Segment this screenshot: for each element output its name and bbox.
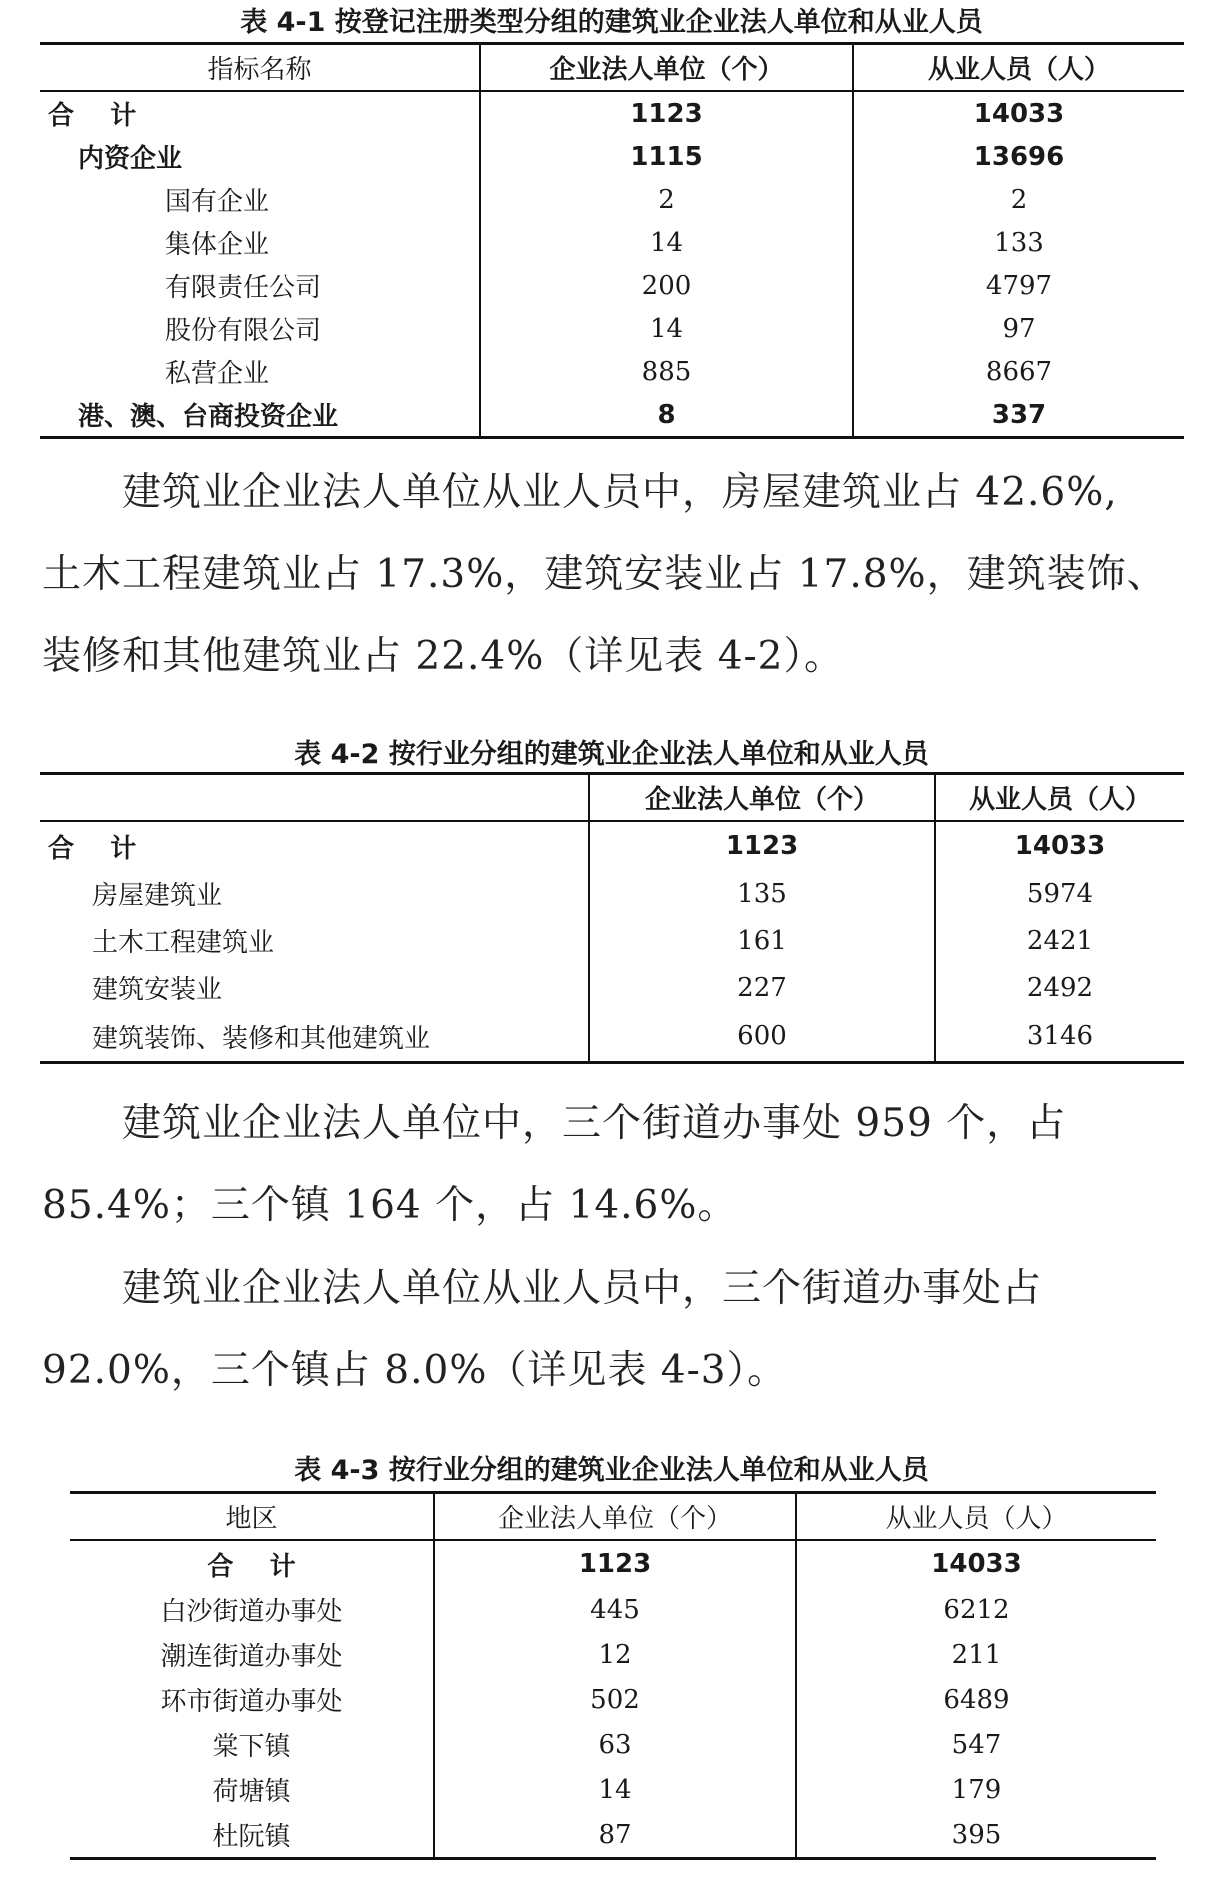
- table-row: [40, 350, 1184, 393]
- row-name: 港、澳、台商投资企业: [40, 393, 480, 438]
- table-row: [40, 221, 1184, 264]
- row-staff: 6489: [943, 1684, 1010, 1715]
- row-staff: 337: [991, 399, 1047, 430]
- paragraph-1-line-3: 装修和其他建筑业占 22.4%（详见表 4-2）。: [42, 634, 844, 679]
- row-name: 有限责任公司: [40, 264, 480, 307]
- row-staff: 13696: [973, 141, 1065, 172]
- row-name: 杜阮镇: [70, 1812, 434, 1859]
- row-units: 87: [434, 1812, 796, 1859]
- table-row: [70, 1540, 1156, 1587]
- row-units: 14: [480, 307, 853, 350]
- row-staff: 97: [1002, 313, 1036, 344]
- table-row: [40, 870, 1184, 917]
- row-name: 土木工程建筑业: [40, 917, 589, 964]
- row-staff: 3146: [1026, 1021, 1094, 1051]
- row-units: 227: [589, 964, 935, 1011]
- row-units: 12: [434, 1632, 796, 1677]
- row-staff: 211: [951, 1639, 1002, 1670]
- row-name: 合 计: [70, 1540, 434, 1587]
- table2: [40, 772, 1184, 1064]
- table2-header-row: [40, 774, 1184, 822]
- row-name: 集体企业: [40, 221, 480, 264]
- table3-header-row: [70, 1493, 1156, 1541]
- paragraph-2-line-2: 85.4%；三个镇 164 个，占 14.6%。: [42, 1183, 738, 1228]
- row-name: 股份有限公司: [40, 307, 480, 350]
- row-name: 国有企业: [40, 178, 480, 221]
- row-name: 荷塘镇: [70, 1767, 434, 1812]
- row-name: 建筑安装业: [40, 964, 589, 1011]
- paragraph-3-line-1: 建筑业企业法人单位从业人员中，三个街道办事处占: [42, 1266, 1043, 1311]
- table1-header-name: 指标名称: [40, 44, 480, 92]
- table1: [40, 42, 1184, 439]
- row-units: 445: [434, 1587, 796, 1632]
- row-units: 600: [589, 1011, 935, 1063]
- row-units: 14: [434, 1767, 796, 1812]
- row-name: 私营企业: [40, 350, 480, 393]
- table3-header-staff: 从业人员（人）: [885, 1504, 1068, 1534]
- row-name: 白沙街道办事处: [70, 1587, 434, 1632]
- table-row: [70, 1722, 1156, 1767]
- table-row: [70, 1587, 1156, 1632]
- row-name: 房屋建筑业: [40, 870, 589, 917]
- table-row: [40, 393, 1184, 438]
- row-units: 1123: [434, 1540, 796, 1587]
- row-name: 潮连街道办事处: [70, 1632, 434, 1677]
- table-row: [40, 964, 1184, 1011]
- row-units: 135: [589, 870, 935, 917]
- table2-caption: 表 4-2 按行业分组的建筑业企业法人单位和从业人员: [294, 739, 929, 770]
- table-row: [40, 917, 1184, 964]
- table-row: [40, 264, 1184, 307]
- paragraph-3: [42, 1248, 1192, 1412]
- row-staff: 179: [951, 1774, 1002, 1805]
- table-row: [40, 821, 1184, 870]
- row-staff: 14033: [1014, 831, 1106, 861]
- row-name: 棠下镇: [70, 1722, 434, 1767]
- table1-header-row: [40, 44, 1184, 92]
- row-units: 2: [480, 178, 853, 221]
- table1-header-staff: 从业人员（人）: [927, 55, 1110, 85]
- row-staff: 133: [994, 227, 1044, 258]
- row-staff: 395: [951, 1819, 1002, 1850]
- row-staff: 14033: [931, 1549, 1022, 1579]
- table-row: [40, 1011, 1184, 1063]
- row-staff: 6212: [943, 1594, 1010, 1625]
- table2-header-units: 企业法人单位（个）: [589, 774, 935, 822]
- row-name: 环市街道办事处: [70, 1677, 434, 1722]
- table-row: [40, 178, 1184, 221]
- row-name: 内资企业: [40, 135, 480, 178]
- table2-header-name: [40, 774, 589, 822]
- paragraph-2: [42, 1083, 1192, 1247]
- row-staff: 4797: [985, 270, 1053, 301]
- table2-header-staff: 从业人员（人）: [968, 785, 1151, 815]
- row-staff: 5974: [1026, 878, 1094, 909]
- table3-header-units: 企业法人单位（个）: [434, 1493, 796, 1541]
- row-name: 合 计: [40, 91, 480, 135]
- row-name: 合 计: [40, 821, 589, 870]
- table3: [70, 1491, 1156, 1860]
- table-row: [40, 307, 1184, 350]
- row-staff: 547: [951, 1729, 1002, 1760]
- row-units: 502: [434, 1677, 796, 1722]
- table-row: [70, 1812, 1156, 1859]
- paragraph-2-line-1: 建筑业企业法人单位中，三个街道办事处 959 个，占: [42, 1101, 1067, 1146]
- paragraph-1: [42, 452, 1192, 698]
- paragraph-1-line-1: 建筑业企业法人单位从业人员中，房屋建筑业占 42.6%,: [42, 470, 1118, 515]
- row-units: 63: [434, 1722, 796, 1767]
- row-staff: 8667: [985, 356, 1053, 387]
- table3-header-name: 地区: [70, 1493, 434, 1541]
- table-row: [40, 91, 1184, 135]
- row-units: 1115: [480, 135, 853, 178]
- row-staff: 2421: [1026, 925, 1094, 956]
- row-units: 14: [480, 221, 853, 264]
- paragraph-1-line-2: 土木工程建筑业占 17.3%，建筑安装业占 17.8%，建筑装饰、: [42, 552, 1167, 597]
- paragraph-3-line-2: 92.0%，三个镇占 8.0%（详见表 4-3）。: [42, 1348, 788, 1393]
- row-units: 1123: [589, 821, 935, 870]
- row-units: 161: [589, 917, 935, 964]
- row-units: 8: [480, 393, 853, 438]
- table3-caption: 表 4-3 按行业分组的建筑业企业法人单位和从业人员: [294, 1455, 929, 1486]
- table1-caption: 表 4-1 按登记注册类型分组的建筑业企业法人单位和从业人员: [240, 7, 983, 38]
- row-staff: 2: [1010, 184, 1028, 215]
- row-units: 200: [480, 264, 853, 307]
- table-row: [70, 1632, 1156, 1677]
- table-row: [70, 1677, 1156, 1722]
- table-row: [70, 1767, 1156, 1812]
- row-name: 建筑装饰、装修和其他建筑业: [40, 1011, 589, 1063]
- row-units: 1123: [480, 91, 853, 135]
- row-staff: 2492: [1026, 972, 1094, 1003]
- row-staff: 14033: [973, 98, 1065, 129]
- table-row: [40, 135, 1184, 178]
- table1-header-units: 企业法人单位（个）: [480, 44, 853, 92]
- row-units: 885: [480, 350, 853, 393]
